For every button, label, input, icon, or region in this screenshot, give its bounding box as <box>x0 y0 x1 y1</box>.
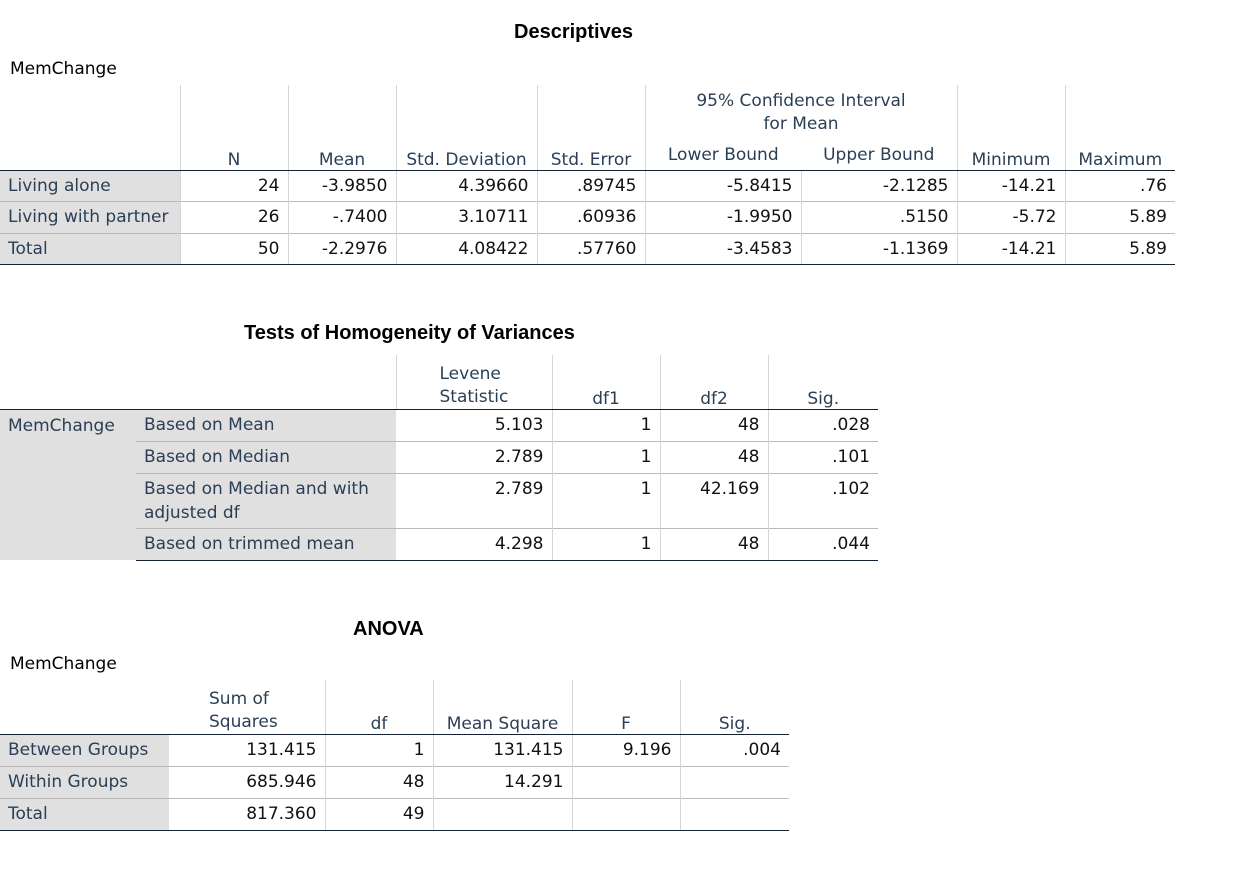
cell-max: 5.89 <box>1065 201 1175 233</box>
cell-df: 48 <box>325 766 433 798</box>
col-minimum: Minimum <box>957 140 1065 170</box>
col-df: df <box>325 680 433 734</box>
col-ss-line2: Squares <box>209 711 278 732</box>
cell-df1: 1 <box>552 409 660 441</box>
cell-min: -14.21 <box>957 233 1065 264</box>
descriptives-table <box>0 85 1175 265</box>
cell-df: 49 <box>325 798 433 830</box>
cell-max: 5.89 <box>1065 233 1175 264</box>
homogeneity-table <box>0 355 878 561</box>
cell-sd: 4.08422 <box>396 233 537 264</box>
cell-lower: -5.8415 <box>645 170 801 201</box>
cell-upper: .5150 <box>801 201 957 233</box>
table-row <box>0 201 1175 233</box>
cell-se: .60936 <box>537 201 645 233</box>
cell-se: .57760 <box>537 233 645 264</box>
cell-mean: -.7400 <box>288 201 396 233</box>
row-label: Based on trimmed mean <box>136 528 396 560</box>
col-upper-bound: Upper Bound <box>801 140 957 170</box>
cell-df1: 1 <box>552 528 660 560</box>
cell-statistic: 5.103 <box>494 415 544 435</box>
cell-mean: -3.9850 <box>288 170 396 201</box>
descriptives-variable-label: MemChange <box>10 59 117 79</box>
row-label: Total <box>0 798 169 830</box>
cell-ss: 817.360 <box>169 798 325 830</box>
table-row <box>0 734 789 766</box>
row-label: Based on Median and with adjusted df <box>136 473 396 528</box>
anova-variable-label: MemChange <box>10 654 117 674</box>
col-df1: df1 <box>552 355 660 409</box>
row-label: Living alone <box>0 170 180 201</box>
cell-df2: 48 <box>660 441 768 473</box>
cell-sig: .004 <box>680 734 789 766</box>
cell-ms <box>433 798 572 830</box>
table-row <box>0 798 789 830</box>
table-row <box>0 233 1175 264</box>
cell-statistic: 2.789 <box>396 441 552 473</box>
cell-df: 1 <box>325 734 433 766</box>
col-sig: Sig. <box>768 355 878 409</box>
homogeneity-title: Tests of Homogeneity of Variances <box>244 322 575 344</box>
cell-min: -14.21 <box>957 170 1065 201</box>
cell-f: 9.196 <box>572 734 680 766</box>
cell-sd: 3.10711 <box>396 201 537 233</box>
cell-lower: -1.9950 <box>645 201 801 233</box>
cell-df2: 48 <box>660 528 768 560</box>
col-ss-line1: Sum of <box>209 688 269 709</box>
col-n: N <box>180 140 288 170</box>
cell-min: -5.72 <box>957 201 1065 233</box>
row-label: Living with partner <box>0 201 180 233</box>
table-row <box>0 409 878 441</box>
cell-ms: 131.415 <box>433 734 572 766</box>
col-sig: Sig. <box>680 680 789 734</box>
col-lower-bound: Lower Bound <box>645 140 801 170</box>
cell-statistic: 2.789 <box>396 473 552 528</box>
cell-ms: 14.291 <box>433 766 572 798</box>
anova-table <box>0 680 789 831</box>
cell-df1: 1 <box>552 473 660 528</box>
row-label: Total <box>0 233 180 264</box>
cell-statistic: 4.298 <box>396 528 552 560</box>
cell-sig: .102 <box>768 473 878 528</box>
table-row <box>0 766 789 798</box>
cell-sig: .028 <box>768 409 878 441</box>
cell-sig <box>680 766 789 798</box>
col-mean: Mean <box>288 140 396 170</box>
cell-n: 26 <box>180 201 288 233</box>
cell-sig <box>680 798 789 830</box>
ci-header: 95% Confidence Interval for Mean <box>645 85 957 140</box>
col-std-deviation: Std. Deviation <box>396 140 537 170</box>
col-levene-statistic <box>396 355 552 409</box>
descriptives-title: Descriptives <box>514 21 633 43</box>
cell-df1: 1 <box>552 441 660 473</box>
col-f: F <box>572 680 680 734</box>
row-label: Within Groups <box>0 766 169 798</box>
col-df2: df2 <box>660 355 768 409</box>
row-label: Based on Mean <box>136 409 396 441</box>
cell-mean: -2.2976 <box>288 233 396 264</box>
cell-ss: 131.415 <box>246 740 317 760</box>
col-sum-of-squares <box>169 680 325 734</box>
row-label: Based on Median <box>136 441 396 473</box>
row-label: Between Groups <box>0 734 169 766</box>
col-levene-line2: Statistic <box>439 386 509 407</box>
cell-upper: -1.1369 <box>801 233 957 264</box>
cell-max: .76 <box>1065 170 1175 201</box>
cell-n: 24 <box>180 170 288 201</box>
cell-f <box>572 766 680 798</box>
row-group-label: MemChange <box>0 409 136 560</box>
cell-sig: .101 <box>768 441 878 473</box>
table-row <box>0 170 1175 201</box>
cell-sd: 4.39660 <box>396 170 537 201</box>
cell-se: .89745 <box>537 170 645 201</box>
cell-lower: -3.4583 <box>645 233 801 264</box>
cell-df2: 42.169 <box>660 473 768 528</box>
cell-df2: 48 <box>660 409 768 441</box>
cell-sig: .044 <box>768 528 878 560</box>
cell-f <box>572 798 680 830</box>
col-levene-line1: Levene <box>439 363 501 384</box>
col-mean-square: Mean Square <box>433 680 572 734</box>
col-maximum: Maximum <box>1065 140 1175 170</box>
cell-upper: -2.1285 <box>801 170 957 201</box>
anova-title: ANOVA <box>353 618 424 640</box>
col-std-error: Std. Error <box>537 140 645 170</box>
cell-ss: 685.946 <box>169 766 325 798</box>
cell-n: 50 <box>180 233 288 264</box>
